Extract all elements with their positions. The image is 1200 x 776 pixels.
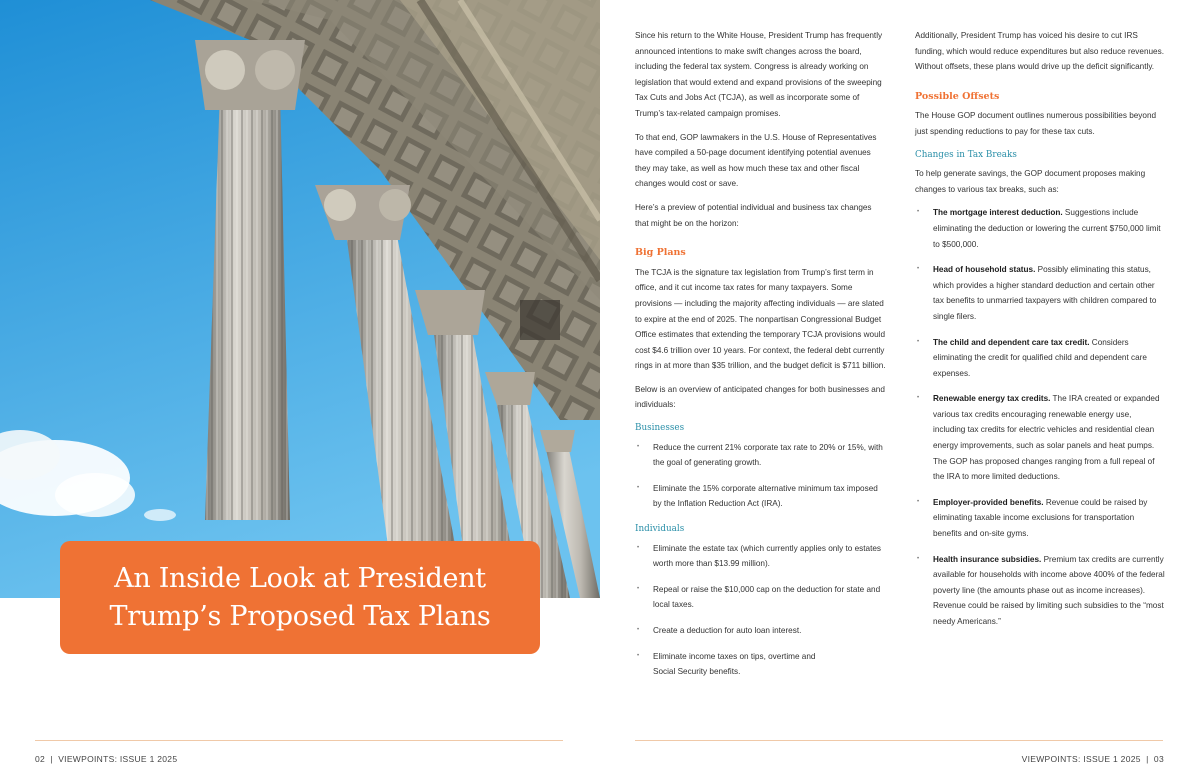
article-title: An Inside Look at President Trump’s Proposed Tax Plans xyxy=(109,562,491,632)
text-column-2 xyxy=(915,28,1165,640)
list-item: • Create a deduction for auto loan interest. xyxy=(635,623,887,639)
individuals-list xyxy=(635,541,887,680)
section-heading: Big Plans xyxy=(635,247,686,259)
list-item-lead: The child and dependent care tax credit. xyxy=(933,337,1090,347)
list-item xyxy=(915,495,1165,542)
businesses-list xyxy=(635,440,887,512)
list-item-text: Suggestions include eliminating the deduction or lowering the current $750,000 limit to $500,000. xyxy=(933,208,1161,249)
list-item: • Eliminate income taxes on tips, overtime and Social Security benefits. xyxy=(635,649,887,680)
intro-paragraph: Here’s a preview of potential individual and business tax changes that might be on the horizon: xyxy=(635,202,872,228)
body-paragraph: Additionally, President Trump has voiced his desire to cut IRS funding, which would reduce expenditures but also reduce revenues. Without offsets, these plans would drive up the deficit significantly. xyxy=(915,31,1164,72)
list-item xyxy=(915,335,1165,382)
text-column-1 xyxy=(635,28,887,690)
list-item-lead: Renewable energy tax credits. xyxy=(933,394,1051,404)
list-item-text: The IRA created or expanded various tax credits encouraging renewable energy use, including tax credits for electric vehicles and residential clean energy improvements, such as solar panels and heat pumps. The GOP has proposed changes ranging from a full repeal of the IRA to more limited deductions. xyxy=(933,394,1160,482)
subsection-heading: Changes in Tax Breaks xyxy=(915,149,1017,160)
intro-paragraph: To that end, GOP lawmakers in the U.S. House of Representatives have compiled a 50-page document identifying potential avenues they may take, as well as how much these tax and other fiscal changes would cost or save. xyxy=(635,132,877,189)
body-paragraph: The TCJA is the signature tax legislation from Trump’s first term in office, and it cut income tax rates for many taxpayers. Some provisions — including the majority affecting individuals — are slated to expire at the end of 2025. The nonpartisan Congressional Budget Office estimates that extending the temporary TCJA provisions would cost $4.6 trillion over 10 years. For context, the federal debt currently rings in at more than $35 trillion, and the budget deficit is $711 billion. xyxy=(635,267,886,371)
tax-breaks-list xyxy=(915,205,1165,629)
footer-divider-right xyxy=(635,740,1163,741)
list-item-text: Possibly eliminating this status, which provides a higher standard deduction and certain other tax benefits to unmarried taxpayers with children compared to single filers. xyxy=(933,265,1157,321)
list-item: • Reduce the current 21% corporate tax rate to 20% or 15%, with the goal of generating growth. xyxy=(635,440,887,471)
columns-photo xyxy=(0,0,600,598)
intro-paragraph: Since his return to the White House, President Trump has frequently announced intentions to make swift changes across the board, including the federal tax system. Congress is already working on legislation that would extend and expand provisions of the sweeping Tax Cuts and Jobs Act (TCJA), as well as incorporate some of Trump’s tax-related campaign promises. xyxy=(635,31,883,118)
footer-right: VIEWPOINTS: ISSUE 1 2025 | 03 xyxy=(1021,754,1164,764)
list-item: • Repeal or raise the $10,000 cap on the deduction for state and local taxes. xyxy=(635,582,887,613)
body-paragraph: Below is an overview of anticipated changes for both businesses and individuals: xyxy=(635,384,885,410)
list-item-text: Premium tax credits are currently available for households with income above 400% of the federal poverty line (the amounts phase out as income increases). Revenue could be raised by limiting such subsidies to the “most needy Americans.” xyxy=(933,554,1165,626)
list-item xyxy=(915,262,1165,324)
list-item: • Eliminate the 15% corporate alternative minimum tax imposed by the Inflation Reduction Act (IRA). xyxy=(635,481,887,512)
subsection-heading: Businesses xyxy=(635,423,685,434)
list-item xyxy=(915,552,1165,630)
list-item-lead: Head of household status. xyxy=(933,265,1036,275)
list-item-text: Considers eliminating the credit for qualified child and dependent care expenses. xyxy=(933,337,1147,378)
footer-left: 02 | VIEWPOINTS: ISSUE 1 2025 xyxy=(35,754,178,764)
section-heading: Possible Offsets xyxy=(915,90,1000,102)
body-paragraph: To help generate savings, the GOP document proposes making changes to various tax breaks, such as: xyxy=(915,169,1146,194)
subsection-heading: Individuals xyxy=(635,524,685,535)
list-item-lead: Health insurance subsidies. xyxy=(933,554,1042,564)
list-item-lead: The mortgage interest deduction. xyxy=(933,208,1063,218)
title-banner xyxy=(60,541,540,654)
list-item: • Eliminate the estate tax (which currently applies only to estates worth more than $13.99 million). xyxy=(635,541,887,572)
footer-divider-left xyxy=(35,740,563,741)
list-item-text: Revenue could be raised by eliminating taxable income exclusions for transportation benefits and on-site gyms. xyxy=(933,497,1148,539)
list-item-lead: Employer-provided benefits. xyxy=(933,497,1044,507)
body-paragraph: The House GOP document outlines numerous possibilities beyond just spending reductions to pay for these tax cuts. xyxy=(915,111,1157,136)
list-item xyxy=(915,205,1165,252)
list-item xyxy=(915,391,1165,485)
